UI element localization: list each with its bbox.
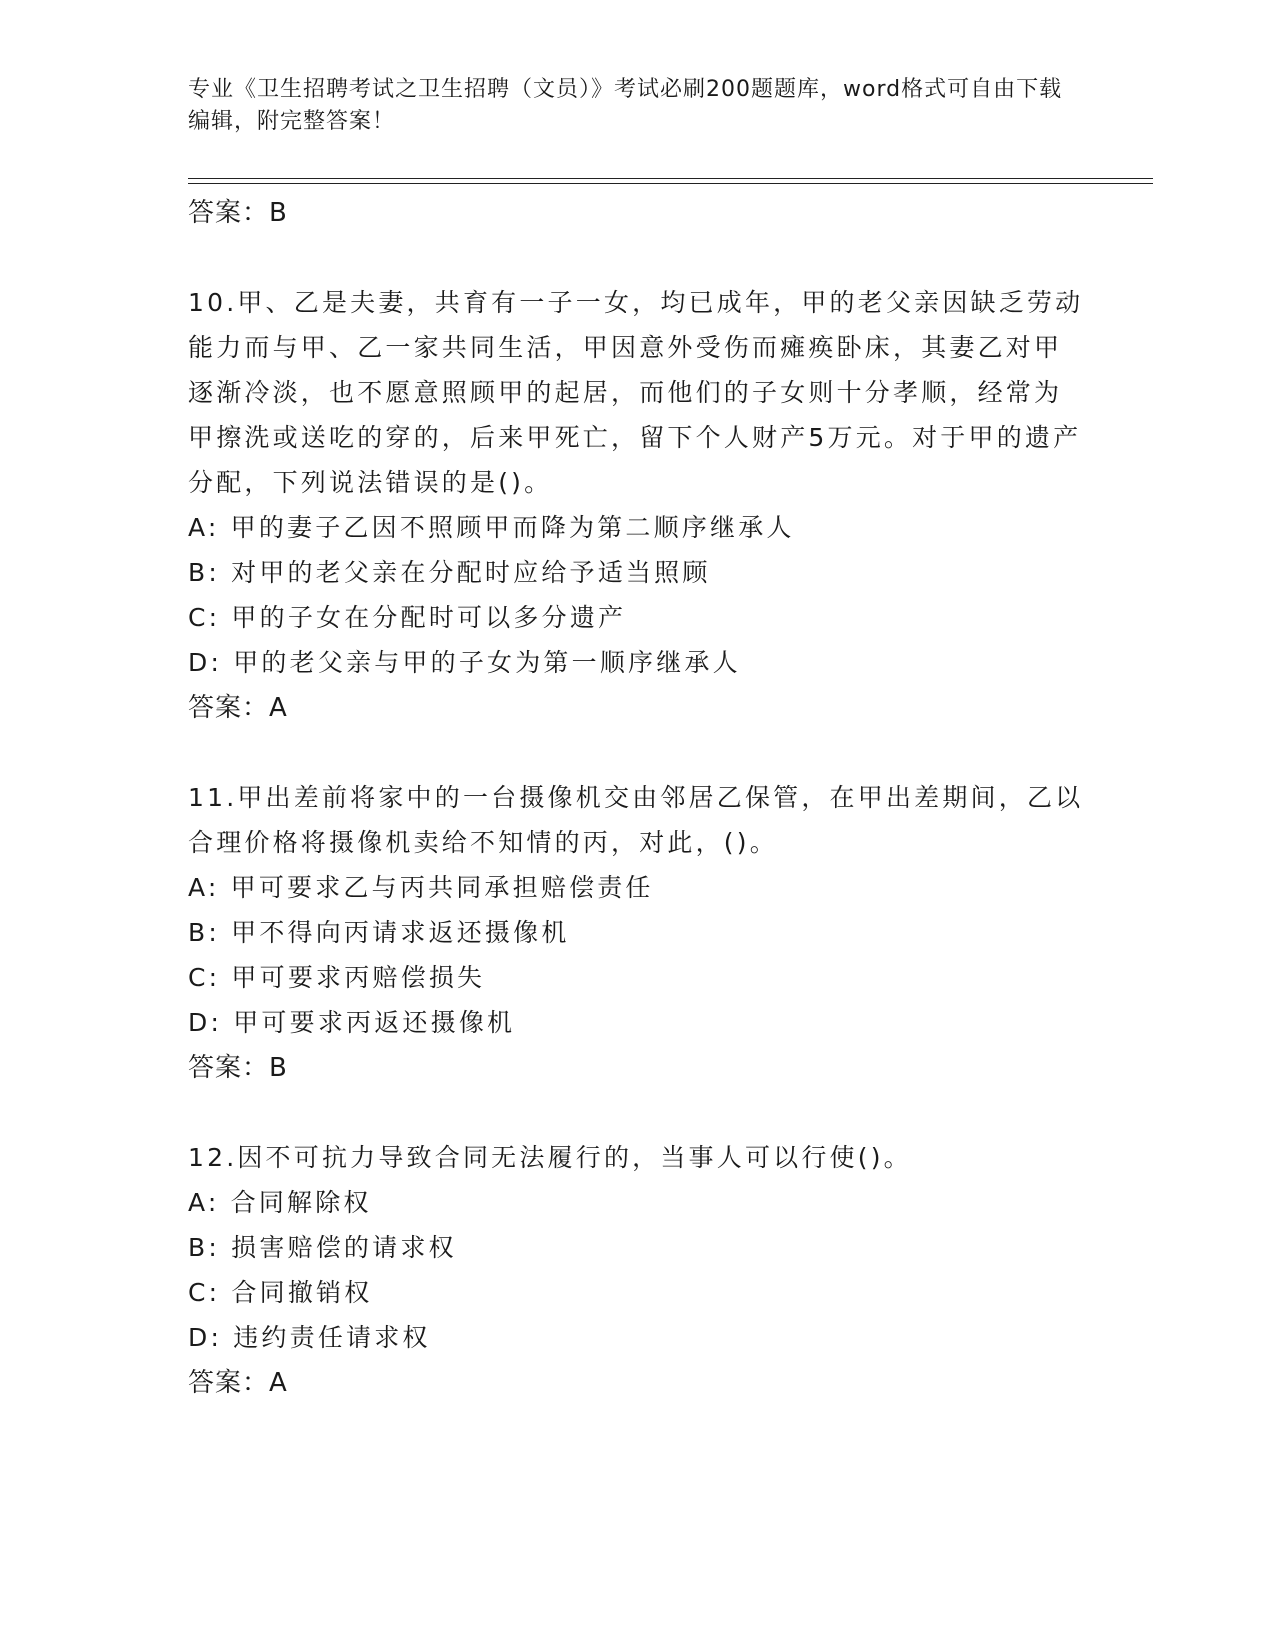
option-a: A: 甲可要求乙与丙共同承担赔偿责任 [188, 873, 654, 902]
option-d: D: 甲可要求丙返还摄像机 [188, 1008, 516, 1037]
question-stem: 10.甲、乙是夫妻，共育有一子一女，均已成年，甲的老父亲因缺乏劳动能力而与甲、乙一家共同生活，甲因意外受伤而瘫痪卧床，其妻乙对甲逐渐冷淡，也不愿意照顾甲的起居，而他们的子女则十分孝顺，经常为甲擦洗或送吃的穿的，后来甲死亡，留下个人财产5万元。对于甲的遗产分配，下列说法错误的是()。 [188, 288, 1084, 497]
header-divider-bottom [188, 183, 1153, 184]
option-d: D: 甲的老父亲与甲的子女为第一顺序继承人 [188, 648, 741, 677]
document-body [188, 188, 1088, 1406]
option-c: C: 甲可要求丙赔偿损失 [188, 963, 486, 992]
option-a: A: 甲的妻子乙因不照顾甲而降为第二顺序继承人 [188, 513, 795, 542]
question-12 [188, 1135, 1088, 1406]
question-answer: 答案：A [188, 693, 288, 723]
document-header: 专业《卫生招聘考试之卫生招聘（文员）》考试必刷200题题库，word格式可自由下载编辑，附完整答案！ [188, 77, 1063, 134]
option-a: A: 合同解除权 [188, 1188, 372, 1217]
question-stem: 11.甲出差前将家中的一台摄像机交由邻居乙保管，在甲出差期间，乙以合理价格将摄像机卖给不知情的丙，对此，()。 [188, 783, 1084, 857]
option-c: C: 甲的子女在分配时可以多分遗产 [188, 603, 627, 632]
option-d: D: 违约责任请求权 [188, 1323, 431, 1352]
option-b: B: 损害赔偿的请求权 [188, 1233, 457, 1262]
option-b: B: 甲不得向丙请求返还摄像机 [188, 918, 570, 947]
option-b: B: 对甲的老父亲在分配时应给予适当照顾 [188, 558, 711, 587]
previous-question-answer: 答案：B [188, 198, 288, 228]
header-divider-top [188, 178, 1153, 179]
option-c: C: 合同撤销权 [188, 1278, 373, 1307]
question-stem: 12.因不可抗力导致合同无法履行的，当事人可以行使()。 [188, 1143, 912, 1172]
question-11 [188, 775, 1088, 1091]
question-answer: 答案：B [188, 1053, 288, 1083]
question-10 [188, 280, 1088, 731]
question-answer: 答案：A [188, 1368, 288, 1398]
